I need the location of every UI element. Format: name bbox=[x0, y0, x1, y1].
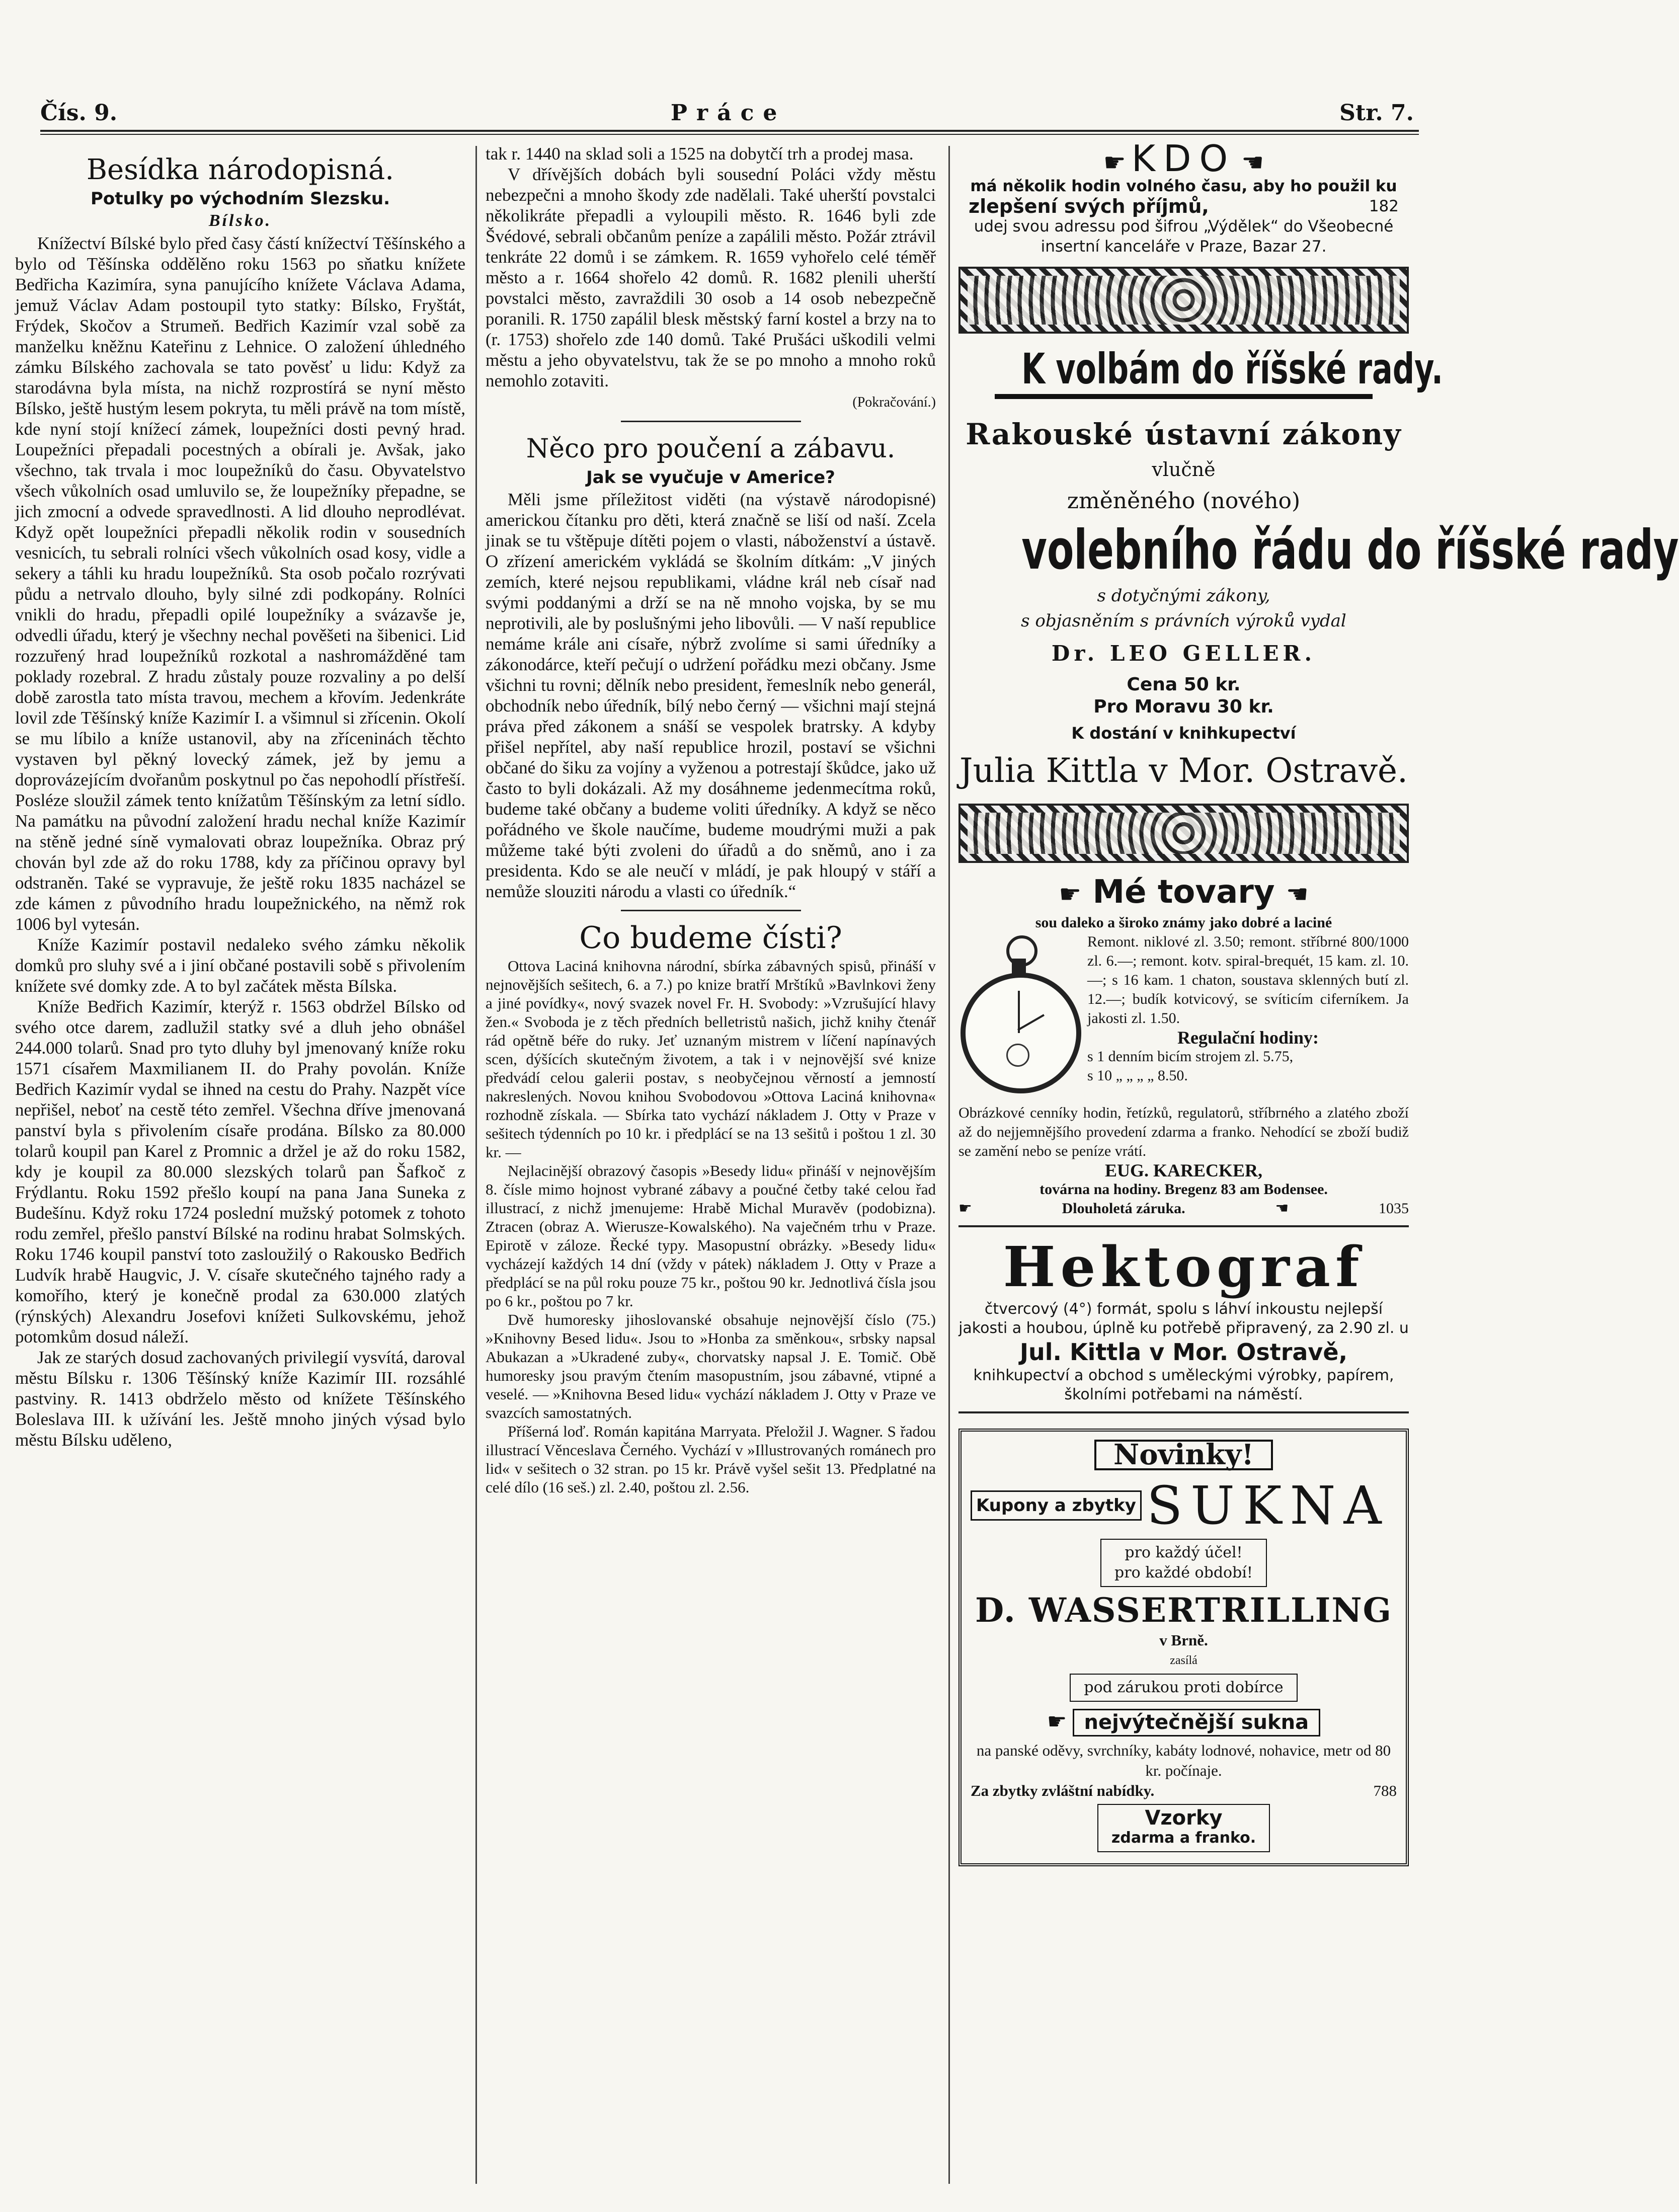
pointing-hand-icon: ☛ bbox=[1059, 880, 1082, 909]
ad-text: Vzorky bbox=[1145, 1806, 1223, 1830]
ad-firm: EUG. KARECKER, bbox=[1104, 1160, 1263, 1180]
ad-headline: SUKNA bbox=[1146, 1475, 1390, 1536]
review-paragraph: Ottova Laciná knihovna národní, sbírka zábavných spisů, přináší v nejnovějších sešitech, 6. a 7.) po knize bratří Mrštíků »Bavlnkovi ženy a jiné povídky«, nový svazek novel Fr. H. Svobody: »Vzrušující hlavy žen.« Svoboda je z těch předních belletristů našich, jichž knihy čtenář rád opětně béře do ruky. Jeť uznaným mistrem v líčení napínavých scen, dýšících skutečným životem, a tak i v nejnovější své knize předvádí celou galerii postav, s neobyčejnou věrností a jemností nakreslených. Novou knihou Svobodovou »Ottova Laciná knihovna« rozhodně získala. — Sbírka tato vychází nákladem J. Otty v Praze v sešitech týdenních po 10 kr. i předplácí se na 13 sešitů i poštou 1 zl. 30 kr. — bbox=[486, 957, 936, 1161]
column-separator-2 bbox=[948, 146, 950, 2184]
ad-text: zdarma a franko. bbox=[1111, 1829, 1256, 1847]
pointing-hand-left-icon: ☚ bbox=[1275, 1200, 1289, 1217]
ad-text: udej svou adressu pod šifrou „Výdělek“ do Všeobecné insertní kanceláře v Praze, Bazar 27. bbox=[974, 217, 1394, 256]
column-1 bbox=[15, 143, 465, 2186]
article-paragraph: V dřívějších dobách byli sousední Poláci vždy městu nebezpečni a mnoho škody zde nadělali. Také uherští povstalci několikráte přepadli a vyloupili město. R. 1646 byli zde Švédové, sebrali občanům peníze a zapálili město. Požár ztrávil tenkráte 22 domů i se zámkem. R. 1659 vyhořelo celé téměř město a r. 1664 shořelo 42 domů. R. 1682 plenili uherští povstalci město, zavraždili 30 osob a 14 osob nebezpečně poranili. R. 1750 zapálil blesk městský farní kostel a brzy na to (r. 1753) shořelo zde 140 domů. Také Prušáci uškodili velmi městu a jeho obyvatelstvu, tak že se po mnoho a mnoho roků nemohlo zotaviti. bbox=[486, 165, 936, 390]
ad-divider bbox=[958, 1411, 1409, 1413]
ornamental-border bbox=[958, 804, 1409, 863]
article-paragraph: Kníže Kazimír postavil nedaleko svého zámku několik domků pro sluhy své a i jiní občané postavili sobě s přivolením knížete své domky zde. A to byl začátek města Bílska. bbox=[15, 935, 465, 996]
ad-author: Dr. LEO GELLER. bbox=[1051, 641, 1316, 666]
article-paragraph: tak r. 1440 na sklad soli a 1525 na dobytčí trh a prodej masa. bbox=[486, 144, 914, 164]
article-paragraph: Knížectví Bílské bylo před časy částí knížectví Těšínského a bylo od Těšínska oddělěno roku 1563 po sňatku knížete Bedřicha Kazimíra, syna panujícího knížete Václava Adama, jemuž Václav Adam postoupil tyto statky: Bílsko, Fryštát, Frýdek, Skočov a Strumeň. Bedřich Kazimír vzal sobě za manželku kněžnu Kateřinu z Lehnice. O založení úhledného zámku Bílského zachovala se tato pověsť u lidu: Když za starodávna byla místa, na nichž rozprostírá se nyní město Bílsko, ještě hustým lesem pokryta, tu měli právě na tom místě, kde nyní stojí knížecí zámek, loupežníci dosti pevný hrad. Loupežníci přepadali pocestných a obírali je. Avšak, jako všechno, tak trvala i moc loupežníků do času. Obyvatelstvo všech vůkolních osad umluvilo se, že loupežníky přepadne, se jich zmocní a odvede spravedlnosti. A lid dlouho neprodlévat. Když opět loupežníci přepadli několik rodin v sousedních vesnicích, tu sebrali rolníci všech vůkolních osad kosy, vidle a sekery a táhli ku hradu loupežníků. Sta osob počalo rozrývati půdu a netrvalo dlouho, byly silné zdi podkopány. Rolníci vnikli do hradu, přepadli opilé loupežníky a svázavše je, odvedli úřadu, který je všechny nechal pověšeti na šibenici. Lid rozzuřený hrad loupežníků rozkotal a nashromážděné tam poklady rozebral. Z hradu zůstaly pouze rozvaliny a po delší době zarostla tato místa travou, mechem a křovím. Jedenkráte lovil zde Těšínský kníže Kazimír I. a všimnul si zřícenin. Okolí se mu líbilo a kníže ustanovil, aby na zříceninách těchto vystaven byl pěkný lovecký zámek, jež by jemu a doprovázejícím dvořanům poskytnul po čas nepohodlí přístřeší. Posléze sloužil zámek tento knížatům Těšínským za letní sídlo. Na památku na původní založení hradu nechal kníže Kazimír na stěně jedné síně vymalovati obraz loupežníka. Obraz prý chován byl zde až do roku 1788, kdy za příčinou opravy byl odstraněn. Také se vypravuje, že ještě roku 1835 nacházel se zde kámen z původního hradu loupežnického, na němž rok 1006 byl vytesán. bbox=[15, 233, 465, 934]
ad-text: Obrázkové cenníky hodin, řetízků, regulatorů, stříbrného a zlatého zboží až do nejjemnějšího provedení zdarma a franko. Nehodící se zboží budiž se zamění nebo se peníze vrátí. bbox=[958, 1104, 1409, 1159]
article-paragraph: Jak ze starých dosud zachovaných privilegií vysvítá, daroval městu Bílsku r. 1306 Těšínský kníže Kazimír III. rozsáhlé pastviny. R. 1413 obdrželo město od knížete Těšínského Boleslava III. k užívání les. Ještě mnoho jiných výsad bylo městu Bílsku uděleno, bbox=[15, 1348, 465, 1450]
section-heading: Něco pro poučení a zábavu. bbox=[526, 434, 896, 464]
newspaper-title: Práce bbox=[670, 100, 786, 126]
ad-headline: volebního řádu do říšské rady bbox=[1021, 519, 1679, 582]
article-paragraph: Měli jsme příležitost viděti (na výstavě národopisné) americkou čítanku pro děti, která značně se liší od naší. Zcela jinak se tu vštěpuje dítěti pojem o vlasti, náboženství a ústavě. O zřízení americkém vykládá se školním dítkám: „V jiných zemích, které nejsou republikami, vládne král neb císař nad svými poddanými a drží se na ně mnoho vojska, by se mu neprotivili, ale by poslušnými jeho libovůli. — V naší republice nemáme krále ani císaře, nýbrž zvolíme si sami úředníky a zákonodárce, kteří pečují o udržení pořádku mezi občany. Jsme všichni tu rovni; dělník nebo president, řemeslník nebo generál, obchodník nebo úředník, bílý nebo černý — všichni mají stejná práva před zákonem a snáší se vespolek bratrsky. A kdyby přišel nepřítel, aby naší republice hrozil, postaví se všichni občané do šiku za vojíny a vyženou a potrestají škůdce, jako už často to byli dokázali. Až my dosáhneme jedenmecítma roků, budeme také občany a budeme voliti úředníky. A když se něco pořádného ve škole naučíme, budeme moudrými muži a pak můžeme také býti zvoleni do úřadů a do sněmů, ano i za presidenta. Kdo se ale neučí v mládí, je pak hloupý v stáří a nemůže slouziti národu a vlasti co úředník.“ bbox=[486, 490, 936, 901]
pointing-hand-icon: ☛ bbox=[1103, 148, 1126, 177]
ad-text: pro každý účel! bbox=[1125, 1544, 1243, 1561]
ad-text: Dlouholetá záruka. bbox=[1062, 1200, 1185, 1217]
ad-code: 788 bbox=[1373, 1782, 1397, 1799]
column-separator-1 bbox=[475, 146, 477, 2184]
ad-kdo bbox=[958, 137, 1409, 257]
ad-subtitle: Regulační hodiny: bbox=[1177, 1028, 1319, 1048]
ad-text: sou daleko a široko známy jako dobré a laciné bbox=[1035, 914, 1332, 931]
divider bbox=[621, 910, 801, 911]
ad-title: KDO bbox=[1131, 137, 1236, 180]
article-paragraph: Kníže Bedřich Kazimír, kterýž r. 1563 obdržel Bílsko od svého otce darem, zadlužil statky své a dluh jeho obnášel 244.000 tolarů. Snad pro tyto dluhy byl jmenovaný kníže roku 1571 císařem Maxmilianem II. do Prahy povolán. Kníže Bedřich Kazimír vydal se ihned na cestu do Prahy. Nazpět více nepřišel, neboť na cestě této zemřel. Všechna dříve jmenovaná panství byla s přivolením císaře prodána. Bílsko za 80.000 tolarů koupil pan Karel z Promnic a držel je až do roku 1582, kdy je koupil za 80.000 slezských tolarů pan Šafkoč z Frýdlantu. Roku 1592 přešlo koupí na pana Jana Suneka z Budešínu. Když roku 1724 poslední mužský potomek z tohoto rodu zemřel, přešlo panství Bílské na rodinu hrabat Solmských. Roku 1746 koupil panství toto zasloužilý o Rakousko Bedřich Ludvík hrabě Haugvic, J. V. císaře skutečného tajného rady a komořího, který je konečně prodal za 630.000 zlatých (rýnských) Alexandru Josefovi knížeti Sulkovskému, jehož potomkům dosud náleží. bbox=[15, 997, 465, 1347]
ad-text: zasílá bbox=[1170, 1654, 1197, 1667]
pointing-hand-left-icon: ☚ bbox=[1241, 148, 1264, 177]
ad-box bbox=[1100, 1539, 1267, 1587]
ad-text: Za zbytky zvláštní nabídky. bbox=[971, 1782, 1155, 1799]
pointing-hand-icon: ☛ bbox=[1047, 1709, 1067, 1734]
ad-sukna bbox=[958, 1429, 1409, 1866]
pointing-hand-icon: ☛ bbox=[958, 1200, 972, 1217]
ad-code: 1035 bbox=[1378, 1200, 1409, 1217]
ad-text: zlepšení svých příjmů, bbox=[969, 195, 1209, 217]
ad-text: s 1 denním bicím strojem zl. 5.75, bbox=[1087, 1048, 1294, 1065]
ad-text: vlučně bbox=[1152, 458, 1216, 481]
ad-price-moravia: Pro Moravu 30 kr. bbox=[1093, 696, 1274, 717]
section-subheading: Potulky po východním Slezsku. bbox=[91, 189, 390, 209]
ad-text: s 10 „ „ „ „ 8.50. bbox=[1087, 1067, 1188, 1084]
column-3-ads bbox=[958, 137, 1679, 2186]
column-2 bbox=[486, 143, 936, 2186]
ad-text: má několik hodin volného času, aby ho použil ku bbox=[970, 177, 1397, 195]
section-subheading: Jak se vyučuje v Americe? bbox=[586, 467, 835, 488]
ad-title: Hektograf bbox=[1003, 1234, 1365, 1299]
section-heading: Besídka národopisná. bbox=[86, 153, 394, 186]
review-paragraph: Dvě humoresky jihoslovanské obsahuje nejnovější číslo (75.) »Knihovny Besed lidu«. Jsou to »Honba za směnkou«, srbsky napsal Abukazan a »Ukradené zuby«, chorvatsky napsal J. E. Tomič. Obě humoresky jsou pravým čtením masopustním, jsou zábavné, vtipné a veselé. — »Knihovna Besed lidu« vychází nákladem J. Otty v Praze ve svazcích samostatných. bbox=[486, 1311, 936, 1421]
title-underline bbox=[995, 394, 1373, 399]
ad-title: Rakouské ústavní zákony bbox=[966, 417, 1402, 451]
ad-title: Novinky! bbox=[1094, 1440, 1273, 1470]
ad-seller: Jul. Kittla v Mor. Ostravě, bbox=[1019, 1338, 1348, 1366]
ad-zakony bbox=[958, 414, 1679, 794]
review-paragraph: Příšerná loď. Román kapitána Marryata. Přeložil J. Wagner. S řadou illustrací Věnceslava Černého. Vychází v »Illustrovaných románech pro lid« v sešitech o 32 stran. po 15 kr. Právě vyšel sešit 13. Předplatné na celé dílo (16 seš.) zl. 2.40, poštou zl. 2.56. bbox=[486, 1423, 936, 1496]
ad-title: K volbám do říšské rady. bbox=[1021, 344, 1444, 393]
ad-address: továrna na hodiny. Bregenz 83 am Bodensee. bbox=[1040, 1181, 1328, 1198]
page-header bbox=[40, 96, 1414, 126]
ad-firm: D. WASSERTRILLING bbox=[975, 1591, 1393, 1630]
continuation-note: (Pokračování.) bbox=[852, 394, 936, 410]
pointing-hand-left-icon: ☚ bbox=[1286, 880, 1309, 909]
ad-city: v Brně. bbox=[1159, 1631, 1208, 1649]
place-heading: Bílsko. bbox=[208, 211, 272, 230]
ad-subtitle: nejvýtečnější sukna bbox=[1073, 1709, 1321, 1736]
ad-tovary bbox=[958, 873, 1409, 1218]
ad-text: s objasněním s právních výroků vydal bbox=[1021, 611, 1346, 631]
ad-code: 182 bbox=[1369, 197, 1399, 215]
ad-price: Cena 50 kr. bbox=[1127, 674, 1241, 695]
ornamental-border bbox=[958, 267, 1409, 334]
ad-label: Kupony a zbytky bbox=[971, 1490, 1142, 1521]
ad-divider bbox=[958, 1225, 1409, 1227]
page-number: Str. 7. bbox=[1339, 100, 1414, 126]
ad-text: pod zárukou proti dobírce bbox=[1070, 1674, 1297, 1702]
review-paragraph: Nejlacinější obrazový časopis »Besedy lidu« přináší v nejnovějším 8. čísle mimo hojnost vybrané zábavy a poučné četby také celou řad illustrací, z nichž jmenujeme: Hrabě Michal Muravěv (podobizna). Ztracen (obraz A. Wierusze-Kowalského). Na vaječném trhu v Praze. Epirotě v záloze. Řecké typy. Masopustní obrázky. »Besedy lidu« vycházejí každých 14 dní (vždy v pátek) nákladem J. Otty v Praze a předplácí se na půl roku pouze 75 kr., poštou 90 kr. Jednotlivá čísla jsou po 6 kr., poštou po 7 kr. bbox=[486, 1162, 936, 1310]
header-rule bbox=[40, 130, 1419, 132]
pocket-watch-icon bbox=[958, 935, 1079, 1101]
issue-number: Čís. 9. bbox=[40, 100, 118, 126]
divider bbox=[621, 421, 801, 422]
ad-text: knihkupectví a obchod s uměleckými výrobky, papírem, školními potřebami na náměstí. bbox=[973, 1367, 1394, 1403]
header-rule-thin bbox=[40, 134, 1419, 135]
ad-hektograf bbox=[958, 1234, 1409, 1404]
ad-text: na panské oděvy, svrchníky, kabáty lodnové, nohavice, metr od 80 kr. počínaje. bbox=[976, 1742, 1391, 1779]
ad-text: pro každé období! bbox=[1114, 1564, 1253, 1582]
ad-title: Mé tovary bbox=[1092, 874, 1275, 911]
ad-text: Remont. niklové zl. 3.50; remont. stříbrné 800/1000 zl. 6.—; remont. kotv. spiral-brequét, 15 kam. zl. 10.—; s 16 kam. 1 chaton, soustava sklenných butí zl. 12.—; budík kotvicový, se svíticím ciferníkem. Ja jakosti zl. 1.50. bbox=[1087, 933, 1409, 1026]
ad-text: změněného (nového) bbox=[1067, 488, 1301, 514]
ad-seller: Julia Kittla v Mor. Ostravě. bbox=[960, 751, 1408, 790]
section-heading: Co budeme čísti? bbox=[579, 920, 842, 956]
ad-text: s dotyčnými zákony, bbox=[1097, 586, 1270, 606]
ad-volby bbox=[958, 344, 1444, 399]
ad-text: K dostání v knihkupectví bbox=[1071, 724, 1296, 743]
ad-text: čtvercový (4°) formát, spolu s láhví inkoustu nejlepší jakosti a houbou, úplně ku potřebě připravený, za 2.90 zl. u bbox=[958, 1300, 1409, 1337]
